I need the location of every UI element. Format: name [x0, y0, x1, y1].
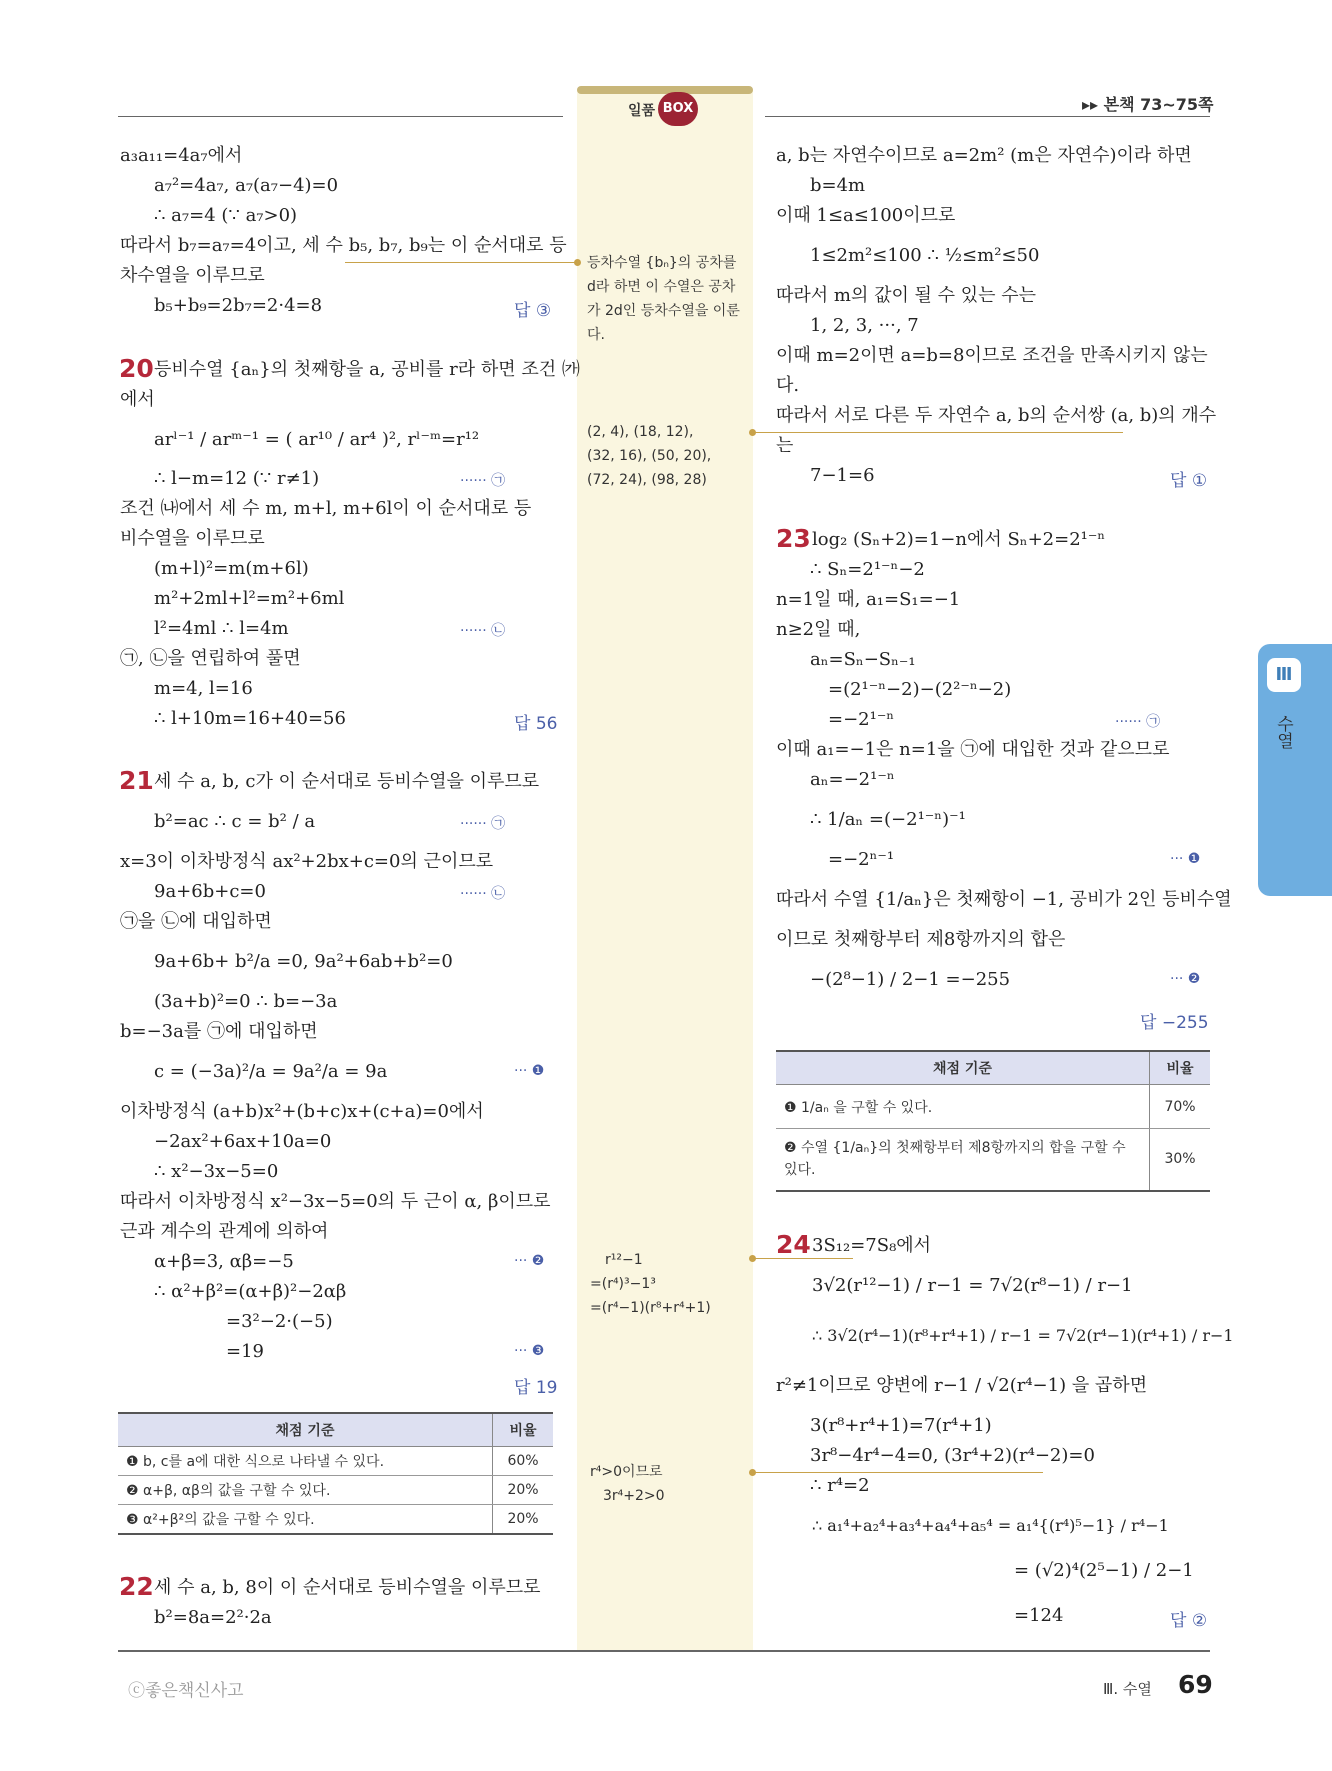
answer-badge: 답 ② — [1170, 1611, 1208, 1631]
copyright: ⓒ좋은책신사고 — [128, 1681, 244, 1701]
text-line: n=1일 때, a₁=S₁=−1 — [776, 589, 961, 610]
text-line: =−2ⁿ⁻¹ — [828, 849, 895, 870]
text-line: x=3이 이차방정식 ax²+2bx+c=0의 근이므로 — [120, 851, 494, 872]
box-label: 일품 — [628, 103, 656, 119]
text-line: 9a+6b+c=0 — [154, 881, 266, 902]
text-line: n≥2일 때, — [776, 619, 861, 640]
text-line: m²+2ml+l²=m²+6ml — [154, 588, 345, 609]
answer-badge: 답 19 — [514, 1378, 558, 1398]
side-note: 다. — [587, 327, 605, 343]
text-line: ∴ 3√2(r⁴−1)(r⁸+r⁴+1) / r−1 = 7√2(r⁴−1)(r⁴+1) / r−1 — [812, 1326, 1234, 1345]
side-note: (72, 24), (98, 28) — [587, 472, 707, 488]
text-line: ㉠, ㉡을 연립하여 풀면 — [120, 648, 301, 669]
score-marker-3: ··· ❸ — [514, 1343, 545, 1359]
text-line: aₙ=−2¹⁻ⁿ — [810, 769, 895, 790]
table-header: 비율 — [1150, 1051, 1211, 1085]
text-line: 세 수 a, b, 8이 이 순서대로 등비수열을 이루므로 — [154, 1577, 541, 1598]
answer-badge: 답 ① — [1170, 471, 1208, 491]
answer-badge: 답 ③ — [514, 301, 552, 321]
text-line: 3(r⁸+r⁴+1)=7(r⁴+1) — [810, 1415, 992, 1436]
table-cell: 70% — [1150, 1085, 1211, 1129]
text-line: (3a+b)²=0 ∴ b=−3a — [154, 991, 338, 1012]
side-note: =(r⁴)³−1³ — [590, 1276, 656, 1292]
table-header: 채점 기준 — [118, 1413, 493, 1447]
text-line: arˡ⁻¹ / arᵐ⁻¹ = ( ar¹⁰ / ar⁴ )², rˡ⁻ᵐ=r¹² — [154, 429, 480, 450]
text-line: ∴ l−m=12 (∵ r≠1) — [154, 468, 320, 489]
box-top-bar — [577, 86, 753, 94]
text-line: =3²−2·(−5) — [226, 1311, 333, 1332]
text-line: = (√2)⁴(2⁵−1) / 2−1 — [1014, 1560, 1194, 1581]
text-line: −2ax²+6ax+10a=0 — [154, 1131, 332, 1152]
text-line: 등비수열 {aₙ}의 첫째항을 a, 공비를 r라 하면 조건 ㈎ — [154, 359, 580, 380]
table-row — [776, 1129, 1210, 1191]
text-line: b²=8a=2²·2a — [154, 1607, 272, 1628]
side-note: 가 2d인 등차수열을 이룬 — [587, 303, 740, 319]
side-note: 3r⁴+2>0 — [603, 1488, 665, 1504]
equation-marker: ······ ㉡ — [460, 886, 506, 902]
text-line: 7−1=6 — [810, 465, 875, 486]
header-rule-right — [765, 116, 1210, 117]
text-line: =19 — [226, 1341, 264, 1362]
text-line: b₅+b₉=2b₇=2·4=8 — [154, 295, 323, 316]
text-line: l²=4ml ∴ l=4m — [154, 618, 289, 639]
text-line: a, b는 자연수이므로 a=2m² (m은 자연수)이라 하면 — [776, 145, 1192, 166]
text-line: 3r⁸−4r⁴−4=0, (3r⁴+2)(r⁴−2)=0 — [810, 1445, 1095, 1466]
text-line: α+β=3, αβ=−5 — [154, 1251, 294, 1272]
table-header: 비율 — [493, 1413, 554, 1447]
text-line: 근과 계수의 관계에 의하여 — [120, 1221, 329, 1242]
text-line: =124 — [1014, 1605, 1064, 1626]
table-cell: ❶ b, c를 a에 대한 식으로 나타낼 수 있다. — [118, 1447, 493, 1476]
scoring-table — [776, 1050, 1210, 1192]
text-line: ㉠을 ㉡에 대입하면 — [120, 911, 272, 932]
side-note: r¹²−1 — [605, 1252, 643, 1268]
text-line: 3S₁₂=7S₈에서 — [812, 1235, 932, 1256]
problem-number: 24 — [776, 1230, 811, 1259]
text-line: 이때 1≤a≤100이므로 — [776, 205, 956, 226]
problem-number: 22 — [119, 1572, 154, 1601]
chapter-label: 수열 — [1273, 715, 1293, 749]
connector-dot — [574, 259, 581, 266]
table-row — [118, 1505, 553, 1535]
score-marker-1: ··· ❶ — [514, 1063, 545, 1079]
table-cell: 30% — [1150, 1129, 1211, 1191]
scoring-table — [118, 1412, 553, 1535]
text-line: 따라서 m의 값이 될 수 있는 수는 — [776, 285, 1037, 306]
connector-line — [753, 432, 1123, 433]
text-line: 따라서 b₇=a₇=4이고, 세 수 b₅, b₇, b₉는 이 순서대로 등 — [120, 235, 567, 256]
text-line: 따라서 서로 다른 두 자연수 a, b의 순서쌍 (a, b)의 개수 — [776, 405, 1217, 426]
equation-marker: ······ ㉡ — [460, 623, 506, 639]
connector-line — [753, 1472, 1043, 1473]
text-line: 이때 a₁=−1은 n=1을 ㉠에 대입한 것과 같으므로 — [776, 739, 1170, 760]
text-line: 이차방정식 (a+b)x²+(b+c)x+(c+a)=0에서 — [120, 1101, 484, 1122]
text-line: 9a+6b+ b²/a =0, 9a²+6ab+b²=0 — [154, 951, 453, 972]
table-header: 채점 기준 — [776, 1051, 1150, 1085]
text-line: ∴ α²+β²=(α+β)²−2αβ — [154, 1281, 347, 1302]
text-line: 비수열을 이루므로 — [120, 528, 265, 549]
equation-marker: ······ ㉠ — [460, 473, 506, 489]
connector-line — [345, 262, 577, 263]
text-line: =(2¹⁻ⁿ−2)−(2²⁻ⁿ−2) — [828, 679, 1012, 700]
equation-marker: ······ ㉠ — [1115, 714, 1161, 730]
text-line: 따라서 이차방정식 x²−3x−5=0의 두 근이 α, β이므로 — [120, 1191, 551, 1212]
table-cell: ❶ 1/aₙ 을 구할 수 있다. — [776, 1085, 1150, 1129]
text-line: a₇²=4a₇, a₇(a₇−4)=0 — [154, 175, 339, 196]
problem-number: 20 — [119, 354, 154, 383]
answer-badge: 답 −255 — [1140, 1013, 1209, 1033]
side-note: 등차수열 {bₙ}의 공차를 — [587, 255, 737, 271]
chapter-numeral: Ⅲ — [1267, 658, 1301, 692]
text-line: m=4, l=16 — [154, 678, 253, 699]
chapter-footer: Ⅲ. 수열 — [1103, 1680, 1152, 1698]
score-marker-1: ··· ❶ — [1170, 851, 1201, 867]
text-line: 다. — [776, 375, 800, 396]
text-line: b=−3a를 ㉠에 대입하면 — [120, 1021, 318, 1042]
text-line: r²≠1이므로 양변에 r−1 / √2(r⁴−1) 을 곱하면 — [776, 1375, 1148, 1396]
text-line: b=4m — [810, 175, 866, 196]
text-line: 이때 m=2이면 a=b=8이므로 조건을 만족시키지 않는 — [776, 345, 1208, 366]
page-number: 69 — [1178, 1670, 1213, 1699]
text-line: −(2⁸−1) / 2−1 =−255 — [810, 969, 1011, 990]
text-line: 이므로 첫째항부터 제8항까지의 합은 — [776, 929, 1066, 950]
box-badge: BOX — [658, 92, 698, 126]
text-line: log₂ (Sₙ+2)=1−n에서 Sₙ+2=2¹⁻ⁿ — [812, 529, 1106, 550]
table-cell: 20% — [493, 1476, 554, 1505]
problem-number: 21 — [119, 766, 154, 795]
text-line: 1≤2m²≤100 ∴ ½≤m²≤50 — [810, 245, 1040, 266]
text-line: (m+l)²=m(m+6l) — [154, 558, 309, 579]
table-row — [118, 1447, 553, 1476]
header-rule-left — [118, 116, 563, 117]
text-line: ∴ Sₙ=2¹⁻ⁿ−2 — [810, 559, 925, 580]
side-note: d라 하면 이 수열은 공차 — [587, 279, 736, 295]
text-line: c = (−3a)²/a = 9a²/a = 9a — [154, 1061, 388, 1082]
text-line: 조건 ㈏에서 세 수 m, m+l, m+6l이 이 순서대로 등 — [120, 498, 532, 519]
text-line: 세 수 a, b, c가 이 순서대로 등비수열을 이루므로 — [154, 771, 540, 792]
side-note: (32, 16), (50, 20), — [587, 448, 712, 464]
text-line: b²=ac ∴ c = b² / a — [154, 811, 316, 832]
table-row — [118, 1476, 553, 1505]
table-cell: ❸ α²+β²의 값을 구할 수 있다. — [118, 1505, 493, 1535]
score-marker-2: ··· ❷ — [514, 1253, 545, 1269]
text-line: 에서 — [120, 389, 155, 410]
text-line: 1, 2, 3, ···, 7 — [810, 315, 919, 336]
side-note: (2, 4), (18, 12), — [587, 424, 694, 440]
table-cell: ❷ 수열 {1/aₙ}의 첫째항부터 제8항까지의 합을 구할 수 있다. — [776, 1129, 1150, 1191]
footer-rule — [118, 1650, 1210, 1652]
equation-marker: ······ ㉠ — [460, 816, 506, 832]
text-line: aₙ=Sₙ−Sₙ₋₁ — [810, 649, 916, 670]
page-reference: ▸▸ 본책 73~75쪽 — [1082, 95, 1214, 114]
table-cell: 60% — [493, 1447, 554, 1476]
table-cell: 20% — [493, 1505, 554, 1535]
score-marker-2: ··· ❷ — [1170, 971, 1201, 987]
problem-number: 23 — [776, 524, 811, 553]
table-row — [776, 1085, 1210, 1129]
side-note: =(r⁴−1)(r⁸+r⁴+1) — [590, 1300, 711, 1316]
text-line: ∴ 1/aₙ =(−2¹⁻ⁿ)⁻¹ — [810, 809, 966, 830]
text-line: 차수열을 이루므로 — [120, 265, 265, 286]
text-line: 는 — [776, 435, 794, 456]
table-cell: ❷ α+β, αβ의 값을 구할 수 있다. — [118, 1476, 493, 1505]
text-line: =−2¹⁻ⁿ — [828, 709, 895, 730]
text-line: 따라서 수열 {1/aₙ}은 첫째항이 −1, 공비가 2인 등비수열 — [776, 889, 1232, 910]
text-line: a₃a₁₁=4a₇에서 — [120, 145, 243, 166]
text-line: ∴ x²−3x−5=0 — [154, 1161, 279, 1182]
answer-badge: 답 56 — [514, 714, 558, 734]
text-line: ∴ r⁴=2 — [810, 1475, 870, 1496]
side-note: r⁴>0이므로 — [590, 1464, 663, 1480]
text-line: ∴ l+10m=16+40=56 — [154, 708, 346, 729]
text-line: ∴ a₁⁴+a₂⁴+a₃⁴+a₄⁴+a₅⁴ = a₁⁴{(r⁴)⁵−1} / r⁴−1 — [812, 1516, 1169, 1535]
text-line: 3√2(r¹²−1) / r−1 = 7√2(r⁸−1) / r−1 — [812, 1275, 1133, 1296]
text-line: ∴ a₇=4 (∵ a₇>0) — [154, 205, 298, 226]
